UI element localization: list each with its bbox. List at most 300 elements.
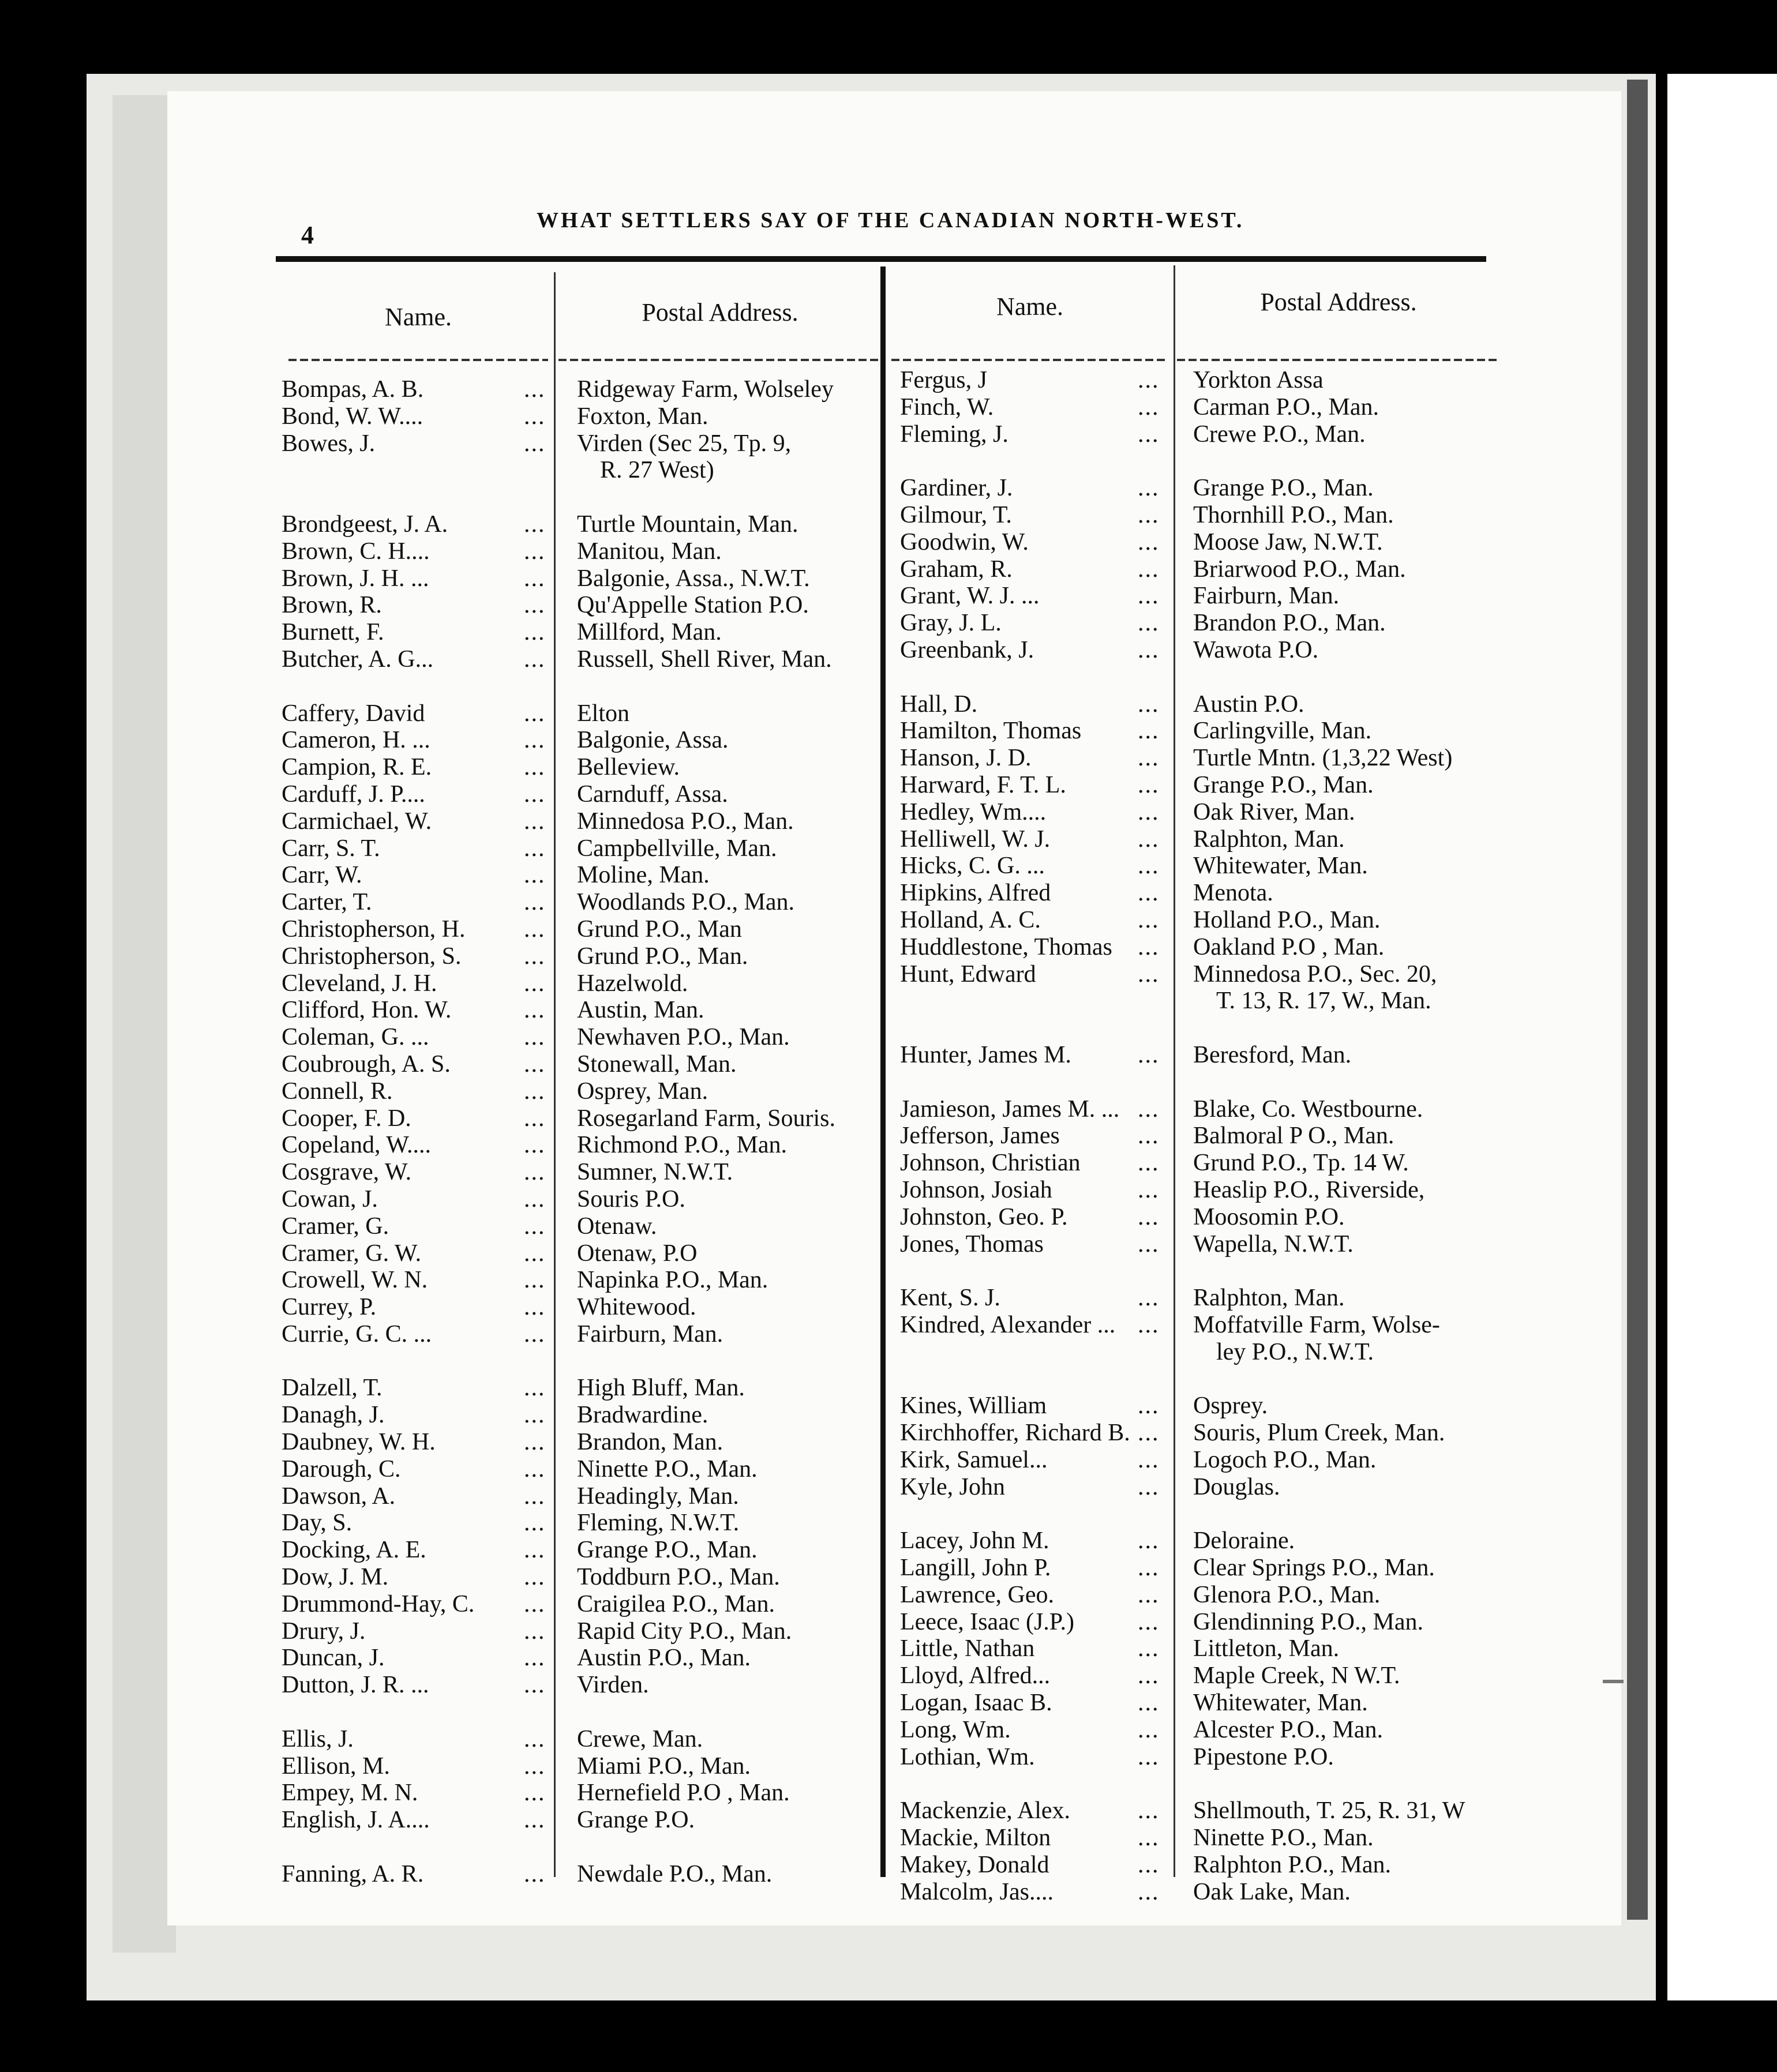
leader-dots: ... (524, 997, 546, 1024)
column-header-postal-address: Postal Address. (642, 298, 798, 326)
directory-entry (282, 1159, 882, 1186)
leader-dots: ... (1138, 690, 1160, 718)
directory-entry (900, 826, 1523, 853)
postal-address: Alcester P.O., Man. (1193, 1716, 1383, 1743)
directory-entry (282, 565, 882, 592)
settler-name: Jamieson, James M. ... (900, 1095, 1120, 1123)
leader-dots: ... (524, 403, 546, 430)
leader-dots: ... (524, 1564, 546, 1591)
column-header-name: Name. (384, 303, 452, 331)
settler-name: Hunter, James M. (900, 1041, 1071, 1068)
settler-name: Carr, W. (282, 862, 362, 889)
directory-entry (282, 1456, 882, 1483)
settler-name: Drummond-Hay, C. (282, 1590, 475, 1617)
postal-address-continuation: T. 13, R. 17, W., Man. (1216, 988, 1431, 1015)
directory-entry (900, 421, 1523, 448)
settler-name: Ellis, J. (282, 1725, 354, 1752)
postal-address: Souris, Plum Creek, Man. (1193, 1420, 1445, 1447)
directory-entry (282, 1051, 882, 1078)
settler-name: Finch, W. (900, 393, 994, 421)
settler-name: Goodwin, W. (900, 528, 1029, 555)
section-gap (282, 1348, 882, 1375)
directory-entry (900, 1582, 1523, 1609)
postal-address: Douglas. (1193, 1473, 1280, 1500)
leader-dots: ... (524, 1050, 546, 1078)
settler-name: Campion, R. E. (282, 754, 432, 781)
directory-entry (282, 700, 882, 727)
directory-entry (282, 1807, 882, 1834)
settler-name: Caffery, David (282, 700, 425, 727)
directory-entry (900, 583, 1523, 610)
directory-entry (900, 1285, 1523, 1312)
leader-dots: ... (1138, 1095, 1160, 1123)
postal-address: Whitewater, Man. (1193, 1690, 1368, 1717)
postal-address: Oak River, Man. (1193, 798, 1355, 825)
settler-name: Greenbank, J. (900, 636, 1034, 663)
settler-name: Makey, Donald (900, 1851, 1049, 1878)
settler-name: Kent, S. J. (900, 1285, 1000, 1312)
leader-dots: ... (1138, 906, 1160, 933)
leader-dots: ... (524, 1725, 546, 1752)
leader-dots: ... (524, 1375, 546, 1402)
settler-name: Christopherson, H. (282, 915, 466, 943)
postal-address: Napinka P.O., Man. (577, 1267, 768, 1294)
postal-address: Crewe P.O., Man. (1193, 421, 1366, 448)
leader-dots: ... (1138, 1392, 1160, 1420)
directory-entry (282, 1186, 882, 1213)
settler-name: Gray, J. L. (900, 610, 1002, 637)
postal-address: Craigilea P.O., Man. (577, 1590, 775, 1617)
directory-entry (282, 862, 882, 889)
directory-entry (900, 718, 1523, 745)
section-gap (282, 673, 882, 700)
settler-name: Bond, W. W.... (282, 403, 423, 430)
leader-dots: ... (1138, 1285, 1160, 1312)
directory-entry (900, 1177, 1523, 1204)
postal-address: Moosomin P.O. (1193, 1203, 1345, 1230)
postal-address: Miami P.O., Man. (577, 1752, 751, 1780)
settler-name: Carr, S. T. (282, 835, 380, 862)
postal-address: High Bluff, Man. (577, 1375, 745, 1402)
settler-name: Graham, R. (900, 555, 1013, 583)
settler-name: Dalzell, T. (282, 1375, 383, 1402)
settler-name: Helliwell, W. J. (900, 825, 1051, 853)
settler-name: Fanning, A. R. (282, 1860, 424, 1887)
directory-entry (900, 1042, 1523, 1069)
postal-address: Otenaw. (577, 1213, 657, 1240)
directory-entry (900, 1447, 1523, 1474)
directory-entry (282, 1591, 882, 1618)
section-gap (900, 448, 1523, 475)
page-shadow (1627, 80, 1648, 1920)
section-gap (900, 1770, 1523, 1797)
postal-address: Moose Jaw, N.W.T. (1193, 528, 1383, 555)
postal-address: Bradwardine. (577, 1402, 708, 1429)
settler-name: Dow, J. M. (282, 1564, 389, 1591)
settler-name: Danagh, J. (282, 1402, 385, 1429)
leader-dots: ... (1138, 555, 1160, 583)
leader-dots: ... (524, 1780, 546, 1807)
postal-address: Foxton, Man. (577, 403, 708, 430)
leader-dots: ... (524, 889, 546, 916)
directory-entry (900, 1635, 1523, 1662)
settler-name: Little, Nathan (900, 1635, 1035, 1662)
settler-name: Carter, T. (282, 889, 372, 916)
settler-name: Crowell, W. N. (282, 1267, 428, 1294)
postal-address: Grund P.O., Tp. 14 W. (1193, 1150, 1409, 1177)
postal-address: Carlingville, Man. (1193, 718, 1372, 745)
leader-dots: ... (1138, 1311, 1160, 1338)
leader-dots: ... (1138, 1797, 1160, 1825)
directory-entry (900, 799, 1523, 826)
postal-address: Newhaven P.O., Man. (577, 1024, 790, 1051)
leader-dots: ... (1138, 880, 1160, 907)
directory-entry (900, 1609, 1523, 1636)
directory-entry (282, 916, 882, 943)
section-gap (900, 1365, 1523, 1392)
leader-dots: ... (524, 754, 546, 781)
leader-dots: ... (1138, 583, 1160, 610)
directory-entry (282, 1213, 882, 1240)
directory-entry (282, 1321, 882, 1348)
leader-dots: ... (524, 1429, 546, 1456)
directory-entry (282, 1780, 882, 1807)
settler-name: Cosgrave, W. (282, 1159, 412, 1186)
settler-name: Lloyd, Alfred... (900, 1662, 1051, 1690)
postal-address: Yorkton Assa (1193, 367, 1324, 393)
leader-dots: ... (1138, 1690, 1160, 1717)
page-edge (113, 95, 176, 1953)
directory-entry (900, 934, 1523, 961)
directory-entry-continuation (282, 457, 882, 484)
settler-name: Daubney, W. H. (282, 1429, 436, 1456)
postal-address: Maple Creek, N W.T. (1193, 1662, 1400, 1690)
settler-name: Clifford, Hon. W. (282, 997, 452, 1024)
leader-dots: ... (524, 808, 546, 835)
postal-address: Russell, Shell River, Man. (577, 645, 832, 673)
leader-dots: ... (524, 915, 546, 943)
directory-entry (900, 475, 1523, 502)
leader-dots: ... (1138, 528, 1160, 555)
postal-address: Glenora P.O., Man. (1193, 1581, 1381, 1608)
postal-address: Wapella, N.W.T. (1193, 1230, 1354, 1258)
column-head-rule (558, 359, 882, 361)
settler-name: Butcher, A. G... (282, 645, 434, 673)
leader-dots: ... (524, 1294, 546, 1321)
postal-address: Souris P.O. (577, 1185, 685, 1213)
leader-dots: ... (524, 1213, 546, 1240)
leader-dots: ... (1138, 960, 1160, 988)
settler-name: Empey, M. N. (282, 1780, 418, 1807)
postal-address: Austin, Man. (577, 997, 704, 1024)
directory-entry (900, 1825, 1523, 1852)
leader-dots: ... (1138, 1581, 1160, 1608)
directory-entry (900, 1474, 1523, 1501)
directory-entry (900, 1527, 1523, 1555)
directory-entry-continuation (900, 1339, 1523, 1366)
leader-dots: ... (524, 862, 546, 889)
settler-name: Bompas, A. B. (282, 376, 424, 403)
postal-address: Ralphton, Man. (1193, 1285, 1345, 1312)
postal-address: Whitewood. (577, 1294, 696, 1321)
directory-entry (900, 1392, 1523, 1420)
settler-name: Lacey, John M. (900, 1527, 1049, 1555)
settler-name: Brondgeest, J. A. (282, 511, 448, 538)
directory-entry (282, 1375, 882, 1402)
directory-entry (900, 1420, 1523, 1447)
postal-address: Hazelwold. (577, 970, 688, 997)
directory-entry (900, 367, 1523, 394)
directory-entry (900, 1717, 1523, 1744)
postal-address: Oakland P.O , Man. (1193, 933, 1385, 960)
settler-name: Langill, John P. (900, 1555, 1051, 1582)
settler-name: Fergus, J (900, 367, 987, 393)
section-gap (900, 1069, 1523, 1096)
settler-name: Grant, W. J. ... (900, 583, 1040, 610)
leader-dots: ... (524, 970, 546, 997)
leader-dots: ... (1138, 1851, 1160, 1878)
leader-dots: ... (1138, 933, 1160, 960)
settler-name: Copeland, W.... (282, 1132, 431, 1159)
postal-address: Grange P.O., Man. (1193, 475, 1374, 502)
leader-dots: ... (524, 430, 546, 457)
leader-dots: ... (1138, 1150, 1160, 1177)
leader-dots: ... (524, 538, 546, 565)
directory-entry (900, 1096, 1523, 1123)
directory-entry (282, 1672, 882, 1699)
postal-address: Moline, Man. (577, 862, 710, 889)
directory-entry (900, 610, 1523, 637)
directory-entry (900, 1555, 1523, 1582)
settler-name: Cramer, G. (282, 1213, 389, 1240)
page-number: 4 (301, 221, 314, 249)
leader-dots: ... (1138, 367, 1160, 393)
leader-dots: ... (1138, 393, 1160, 421)
postal-address: Grange P.O. (577, 1807, 695, 1834)
postal-address: Carman P.O., Man. (1193, 393, 1379, 421)
postal-address: Millford, Man. (577, 619, 722, 646)
directory-entry (900, 1150, 1523, 1177)
leader-dots: ... (1138, 853, 1160, 880)
leader-dots: ... (1138, 1555, 1160, 1582)
postal-address: Ridgeway Farm, Wolseley (577, 376, 834, 403)
postal-address: Campbellville, Man. (577, 835, 777, 862)
column-header-postal-address: Postal Address. (1260, 288, 1417, 316)
settler-name: Holland, A. C. (900, 906, 1041, 933)
leader-dots: ... (524, 376, 546, 403)
postal-address: Brandon, Man. (577, 1429, 723, 1456)
postal-address: Littleton, Man. (1193, 1635, 1340, 1662)
postal-address-continuation: ley P.O., N.W.T. (1216, 1338, 1374, 1365)
leader-dots: ... (1138, 1608, 1160, 1635)
postal-address: Grund P.O., Man (577, 915, 742, 943)
settler-name: Brown, J. H. ... (282, 565, 429, 592)
directory-entry (282, 1429, 882, 1456)
section-gap (282, 484, 882, 511)
directory-entry (282, 1483, 882, 1510)
directory-entry (900, 1797, 1523, 1825)
leader-dots: ... (524, 1645, 546, 1672)
settler-name: Hanson, J. D. (900, 745, 1032, 772)
directory-entry (900, 1662, 1523, 1690)
postal-address: Fleming, N.W.T. (577, 1510, 740, 1537)
directory-entry (282, 1402, 882, 1429)
directory-entry (282, 592, 882, 619)
leader-dots: ... (524, 1024, 546, 1051)
postal-address: Balgonie, Assa. (577, 727, 729, 754)
left-entries (282, 376, 882, 1888)
leader-dots: ... (1138, 1230, 1160, 1258)
leader-dots: ... (524, 1860, 546, 1887)
directory-entry (282, 781, 882, 808)
directory-entry (282, 1105, 882, 1132)
directory-entry (282, 1537, 882, 1564)
settler-name: Cowan, J. (282, 1185, 378, 1213)
settler-name: Lawrence, Geo. (900, 1581, 1055, 1608)
settler-name: Kines, William (900, 1392, 1047, 1420)
settler-name: Kindred, Alexander ... (900, 1311, 1116, 1338)
settler-name: Currie, G. C. ... (282, 1320, 432, 1347)
directory-entry (900, 1852, 1523, 1879)
directory-entry (282, 1078, 882, 1105)
settler-name: Malcolm, Jas.... (900, 1878, 1054, 1905)
directory-entry-continuation (900, 988, 1523, 1015)
postal-address: Shellmouth, T. 25, R. 31, W (1193, 1797, 1465, 1825)
postal-address: Osprey, Man. (577, 1078, 708, 1105)
directory-entry (282, 1753, 882, 1780)
right-entries (900, 367, 1523, 1905)
directory-entry (282, 997, 882, 1024)
leader-dots: ... (524, 1617, 546, 1645)
column-head-rule (891, 359, 1168, 361)
directory-entry (282, 430, 882, 457)
postal-address: Brandon P.O., Man. (1193, 610, 1386, 637)
header-rule (276, 256, 1486, 262)
postal-address: Deloraine. (1193, 1527, 1295, 1555)
settler-name: Cramer, G. W. (282, 1240, 422, 1267)
settler-name: Currey, P. (282, 1294, 377, 1321)
postal-address: Heaslip P.O., Riverside, (1193, 1176, 1425, 1203)
settler-name: Dutton, J. R. ... (282, 1672, 429, 1699)
settler-name: Huddlestone, Thomas (900, 933, 1112, 960)
directory-entry (282, 1510, 882, 1537)
leader-dots: ... (1138, 718, 1160, 745)
directory-entry (900, 1690, 1523, 1717)
settler-name: Hunt, Edward (900, 960, 1036, 988)
directory-entry (282, 1240, 882, 1267)
settler-name: Coleman, G. ... (282, 1024, 429, 1051)
settler-name: Logan, Isaac B. (900, 1690, 1052, 1717)
section-gap (282, 1834, 882, 1861)
leader-dots: ... (524, 1159, 546, 1186)
postal-address: Hernefield P.O , Man. (577, 1780, 790, 1807)
settler-name: Bowes, J. (282, 430, 376, 457)
postal-address: Ralphton P.O., Man. (1193, 1851, 1392, 1878)
directory-entry (282, 1564, 882, 1591)
postal-address: Osprey. (1193, 1392, 1268, 1420)
column-header-name: Name. (996, 292, 1064, 321)
postal-address: Holland P.O., Man. (1193, 906, 1381, 933)
postal-address: Logoch P.O., Man. (1193, 1446, 1377, 1473)
leader-dots: ... (1138, 798, 1160, 825)
scan-mark (1603, 1680, 1624, 1683)
settler-name: Johnson, Josiah (900, 1176, 1052, 1203)
settler-name: Hedley, Wm.... (900, 798, 1047, 825)
postal-address: Briarwood P.O., Man. (1193, 555, 1406, 583)
postal-address: Toddburn P.O., Man. (577, 1564, 780, 1591)
directory-entry (282, 1645, 882, 1672)
postal-address: Ralphton, Man. (1193, 825, 1345, 853)
leader-dots: ... (1138, 1825, 1160, 1852)
leader-dots: ... (524, 1455, 546, 1482)
settler-name: Mackie, Milton (900, 1825, 1051, 1852)
settler-name: Harward, F. T. L. (900, 771, 1066, 798)
leader-dots: ... (524, 619, 546, 646)
leader-dots: ... (1138, 1878, 1160, 1905)
directory-entry (282, 403, 882, 430)
postal-address: Balgonie, Assa., N.W.T. (577, 565, 810, 592)
directory-entry (282, 754, 882, 781)
directory-entry (282, 376, 882, 403)
directory-entry (282, 889, 882, 916)
settler-name: Long, Wm. (900, 1716, 1011, 1743)
postal-address: Ninette P.O., Man. (577, 1455, 758, 1482)
postal-address: Clear Springs P.O., Man. (1193, 1555, 1435, 1582)
leader-dots: ... (524, 780, 546, 808)
settler-name: Gardiner, J. (900, 475, 1013, 502)
running-title: WHAT SETTLERS SAY OF THE CANADIAN NORTH-WEST. (537, 208, 1244, 232)
settler-name: Leece, Isaac (J.P.) (900, 1608, 1074, 1635)
postal-address: Grange P.O., Man. (577, 1537, 758, 1564)
directory-entry (282, 835, 882, 862)
postal-address: Austin P.O., Man. (577, 1645, 751, 1672)
postal-address: Grund P.O., Man. (577, 943, 748, 970)
leader-dots: ... (1138, 825, 1160, 853)
directory-entry (282, 970, 882, 997)
directory-entry (900, 1744, 1523, 1771)
directory-entry (282, 646, 882, 673)
postal-address: Glendinning P.O., Man. (1193, 1608, 1423, 1635)
postal-address: Elton (577, 700, 629, 727)
settler-name: Coubrough, A. S. (282, 1050, 451, 1078)
postal-address: Blake, Co. Westbourne. (1193, 1095, 1423, 1123)
settler-name: Connell, R. (282, 1078, 393, 1105)
settler-name: English, J. A.... (282, 1807, 430, 1834)
leader-dots: ... (524, 1807, 546, 1834)
settler-name: Lothian, Wm. (900, 1743, 1035, 1770)
postal-address: Carnduff, Assa. (577, 780, 728, 808)
directory-entry (282, 1132, 882, 1159)
directory-entry (900, 853, 1523, 880)
postal-address: Newdale P.O., Man. (577, 1860, 773, 1887)
directory-entry (282, 1861, 882, 1888)
settler-name: Day, S. (282, 1510, 353, 1537)
leader-dots: ... (524, 1320, 546, 1347)
leader-dots: ... (524, 592, 546, 619)
leader-dots: ... (1138, 501, 1160, 528)
leader-dots: ... (524, 1267, 546, 1294)
settler-name: Jefferson, James (900, 1123, 1060, 1150)
postal-address: Beresford, Man. (1193, 1041, 1352, 1068)
postal-address: Ninette P.O., Man. (1193, 1825, 1374, 1852)
directory-entry (282, 1294, 882, 1321)
section-gap (900, 1258, 1523, 1285)
leader-dots: ... (1138, 1176, 1160, 1203)
leader-dots: ... (524, 511, 546, 538)
postal-address: Otenaw, P.O (577, 1240, 698, 1267)
section-gap (900, 664, 1523, 691)
settler-name: Jones, Thomas (900, 1230, 1044, 1258)
